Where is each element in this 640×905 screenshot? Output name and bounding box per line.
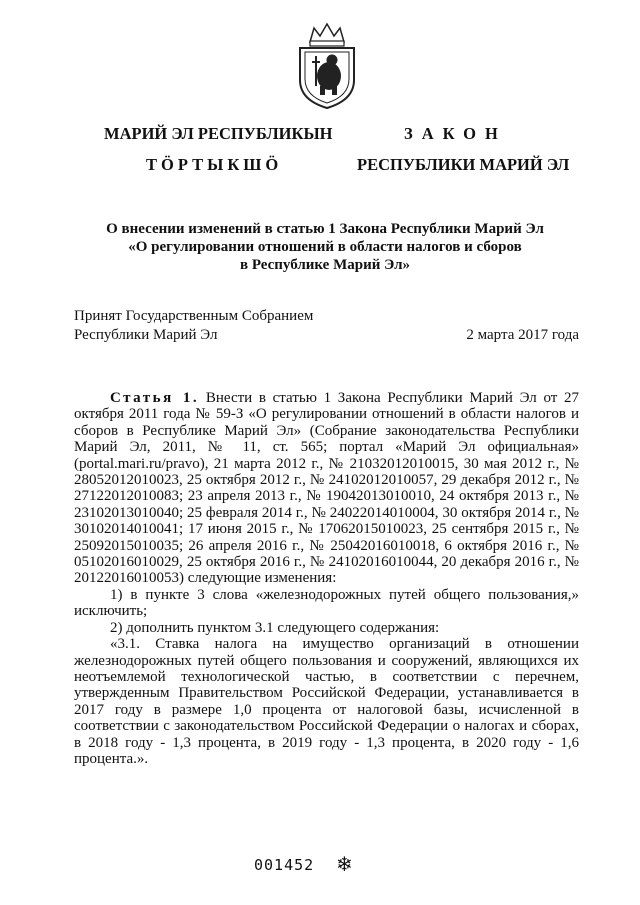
title-line3: в Республике Марий Эл» xyxy=(239,257,411,273)
adopted-line2: Республики Марий Эл xyxy=(74,327,218,343)
article-paragraph-4: «3.1. Ставка налога на имущество организаций в отношении железнодорожных путей общего пользования и сооружений, являющихся их неотъемлемой технологической частью, в соответствии с перечнем, утвержденным Правительством Российской Федерации, устанавливается в 2017 году в размере 1,0 процента от налоговой базы, исчисленной в соответствии с законодательством Российской Федерации о налогах и сборах, в 2018 году - 1,3 процента, в 2019 году - 1,3 процента, в 2020 году - 1,6 процента.». xyxy=(74,636,579,767)
document-number: 001452 xyxy=(254,856,315,874)
article-paragraph-3: 2) дополнить пунктом 3.1 следующего содержания: xyxy=(110,619,440,636)
article-label: Статья 1. xyxy=(110,390,200,406)
adoption-date: 2 марта 2017 года xyxy=(466,327,579,343)
law-title xyxy=(60,220,590,274)
title-line1: О внесении изменений в статью 1 Закона Республики Марий Эл xyxy=(106,221,544,237)
header-left-line2: ТӦРТЫКШӦ xyxy=(146,155,283,174)
header-left-line1: МАРИЙ ЭЛ РЕСПУБЛИКЫН xyxy=(104,124,333,143)
article-paragraph-1 xyxy=(74,390,579,587)
coat-of-arms-emblem xyxy=(292,20,362,110)
snowflake-icon: ❄ xyxy=(336,852,353,876)
adoption-block xyxy=(74,307,579,345)
header-right-line1: ЗАКОН xyxy=(404,124,507,143)
adopted-line1: Принят Государственным Собранием xyxy=(74,308,314,324)
article-text-1: Внести в статью 1 Закона Республики Марий Эл от 27 октября 2011 года № 59-З «О регулировании отношений в области налогов и сборов в Республике Марий Эл» (Собрание законодательства Республики Марий Эл, 2011, № 11, ст. 565; портал «Марий Эл официальная» (portal.mari.ru/pravo), 21 марта 2012 г., № 21032012010015, 30 мая 2012 г., № 28052012010023, 25 октября 2012 г., № 24102012010057, 29 декабря 2012 г., № 27122012010083; 23 апреля 2013 г., № 19042013010010, 24 октября 2013 г., № 23102013010040; 25 февраля 2014 г., № 24022014010004, 30 октября 2014 г., № 30102014010041; 17 июня 2015 г., № 17062015010023, 25 сентября 2015 г., № 25092015010035; 26 апреля 2016 г., № 25042016010018, 6 октября 2016 г., № 05102016010029, 25 октября 2016 г., № 24102016010044, 20 декабря 2016 г., № 20122016010053) следующие изменения: xyxy=(74,390,580,587)
law-body xyxy=(74,390,579,767)
title-line2: «О регулировании отношений в области налогов и сборов xyxy=(128,239,522,255)
article-paragraph-2: 1) в пункте 3 слова «железнодорожных путей общего пользования,» исключить; xyxy=(74,586,579,620)
header-right-line2: РЕСПУБЛИКИ МАРИЙ ЭЛ xyxy=(357,155,570,174)
